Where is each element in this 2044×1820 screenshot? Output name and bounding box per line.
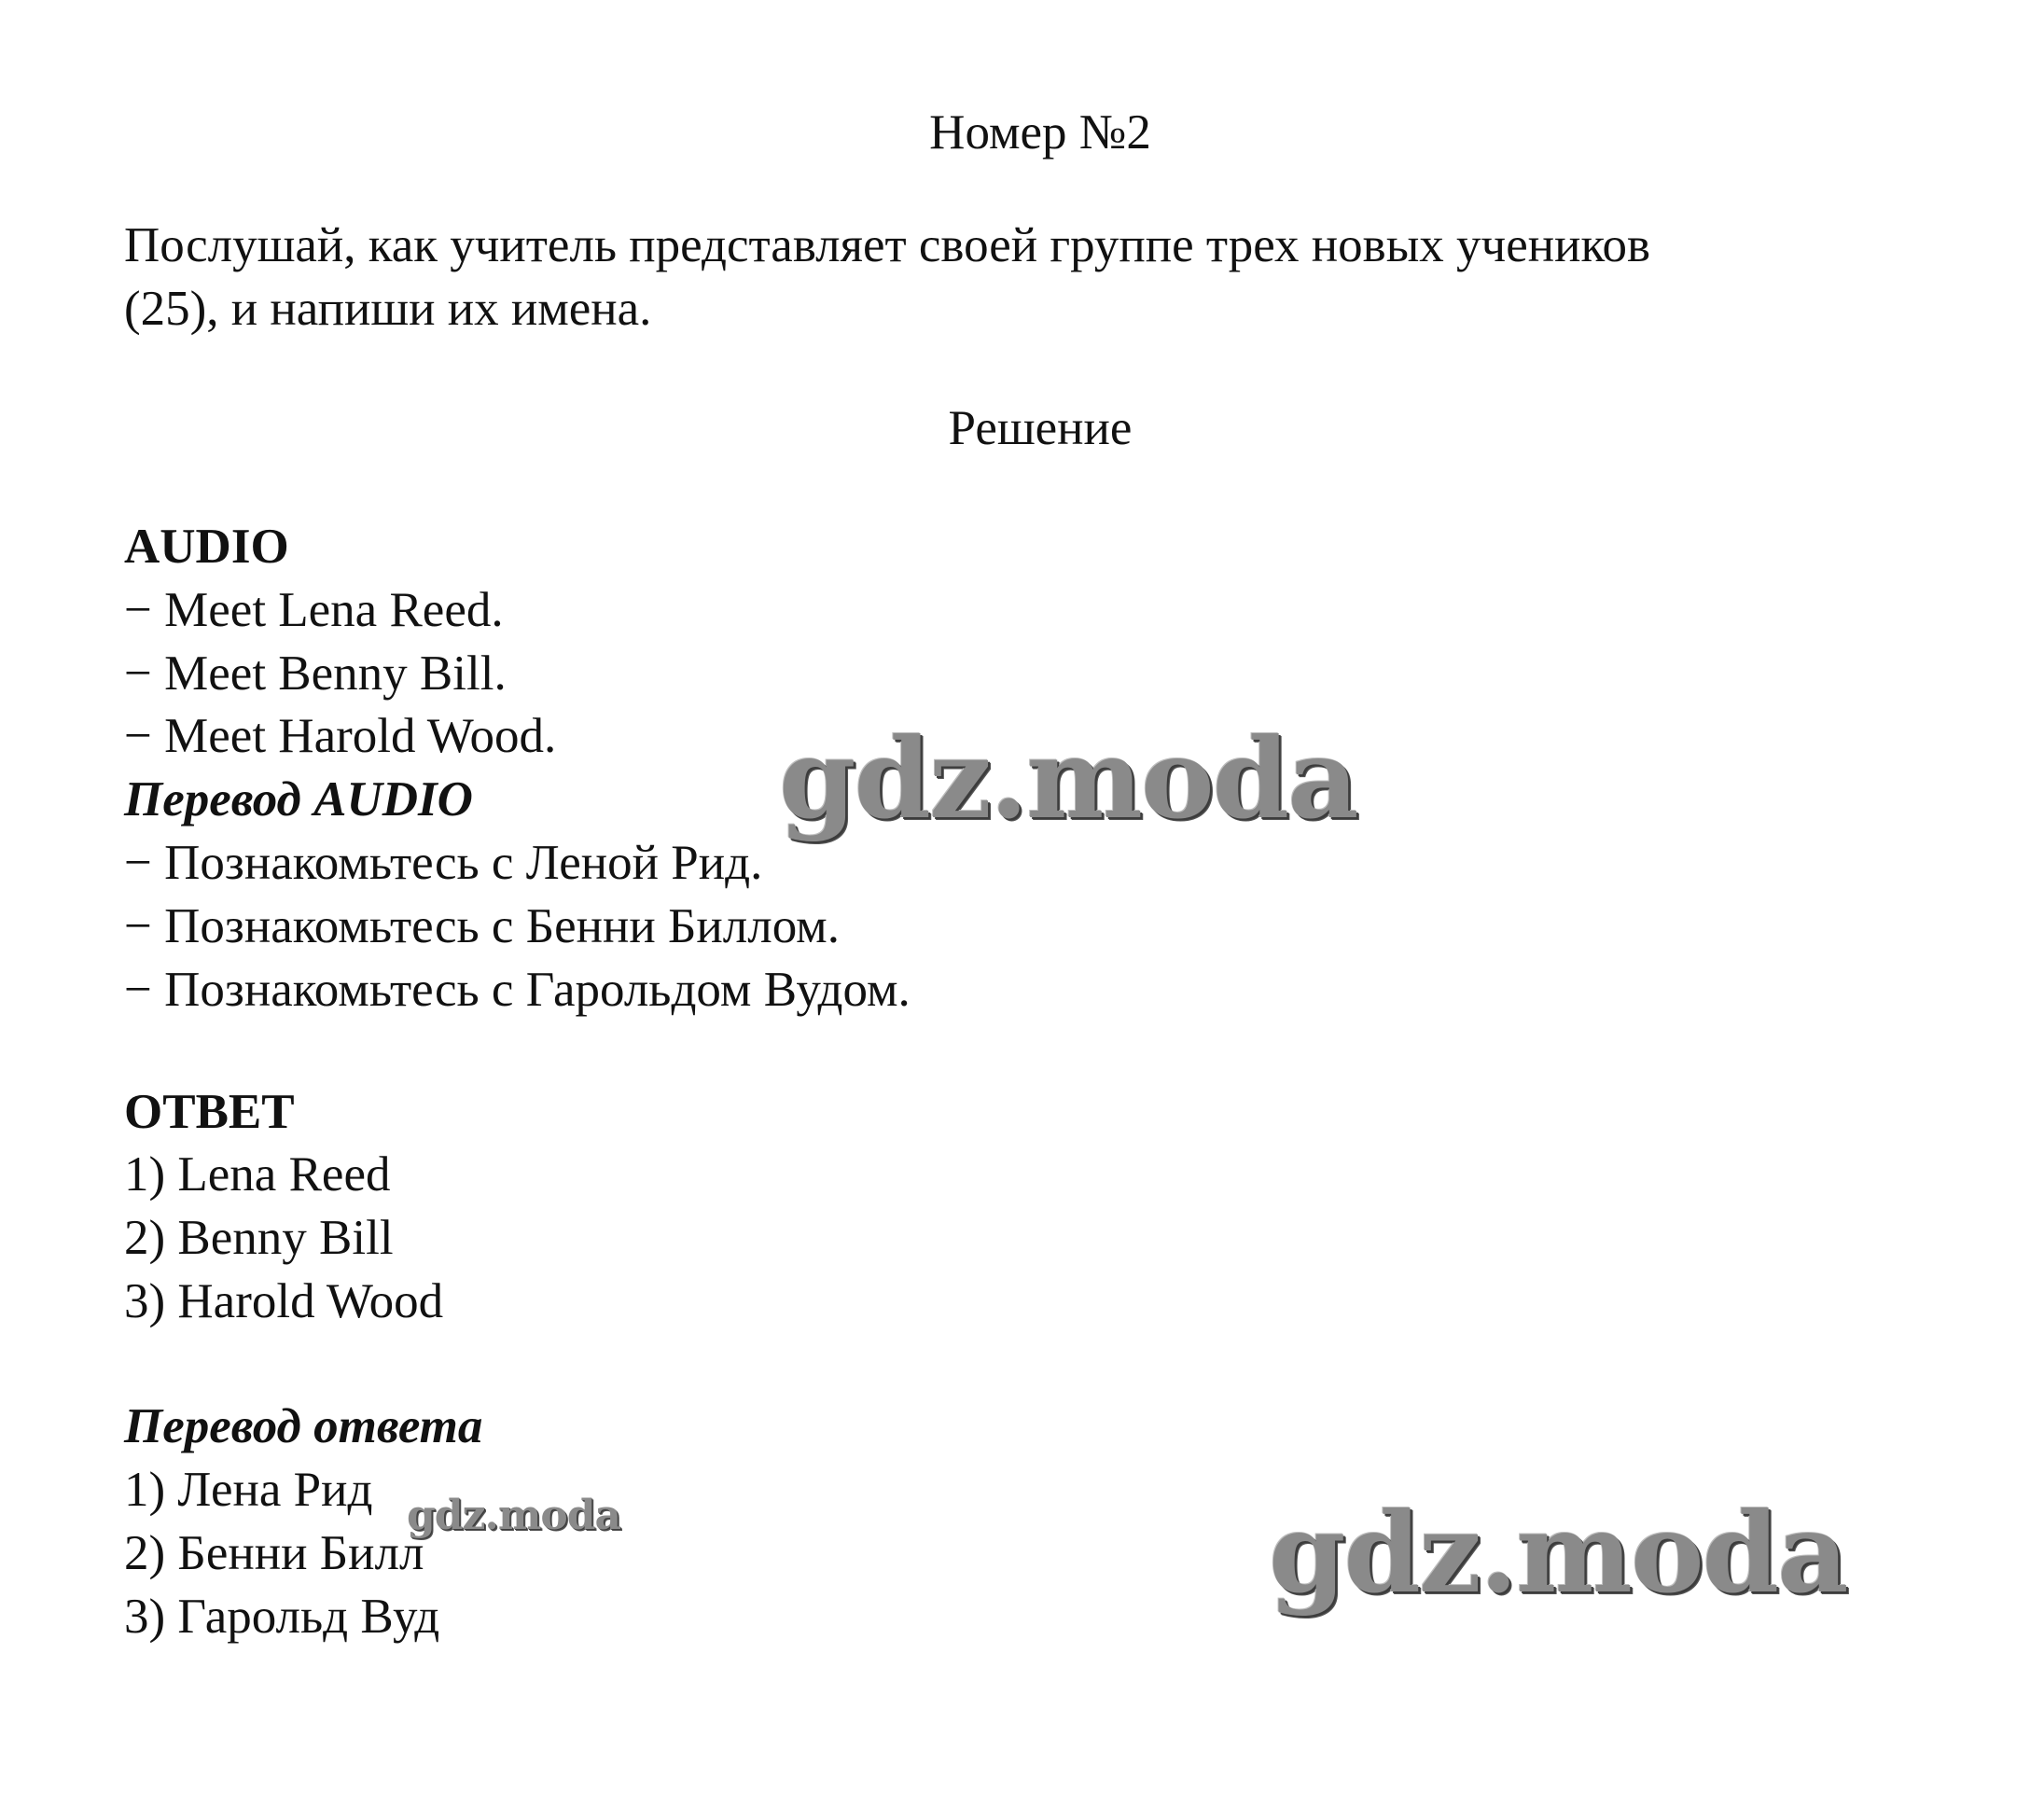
- audio-heading: AUDIO: [124, 520, 289, 574]
- audio-translation-line-2: − Познакомьтесь с Бенни Биллом.: [124, 899, 840, 953]
- audio-line-1: − Meet Lena Reed.: [124, 583, 504, 637]
- answer-translation-line-1: 1) Лена Рид: [124, 1463, 373, 1517]
- watermark-large-1: gdz.moda: [779, 714, 1357, 843]
- answer-heading: ОТВЕТ: [124, 1085, 295, 1139]
- audio-line-2: − Meet Benny Bill.: [124, 646, 507, 701]
- answer-line-3: 3) Harold Wood: [124, 1274, 444, 1328]
- task-text-line-2: (25), и напиши их имена.: [124, 282, 652, 336]
- audio-translation-line-1: − Познакомьтесь с Леной Рид.: [124, 836, 763, 890]
- answer-translation-line-2: 2) Бенни Билл: [124, 1526, 424, 1580]
- audio-translation-heading: Перевод AUDIO: [124, 772, 473, 827]
- solution-heading: Решение: [948, 401, 1133, 455]
- page-title: Номер №2: [929, 105, 1151, 160]
- answer-translation-heading: Перевод ответа: [124, 1399, 483, 1453]
- answer-line-1: 1) Lena Reed: [124, 1147, 391, 1202]
- task-text-line-1: Послушай, как учитель представляет своей группе трех новых учеников: [124, 218, 1651, 272]
- answer-translation-line-3: 3) Гарольд Вуд: [124, 1590, 440, 1644]
- answer-line-2: 2) Benny Bill: [124, 1211, 394, 1265]
- watermark-small: gdz.moda: [407, 1492, 621, 1539]
- audio-translation-line-3: − Познакомьтесь с Гарольдом Вудом.: [124, 963, 911, 1017]
- audio-line-3: − Meet Harold Wood.: [124, 709, 557, 763]
- watermark-large-2: gdz.moda: [1269, 1488, 1847, 1618]
